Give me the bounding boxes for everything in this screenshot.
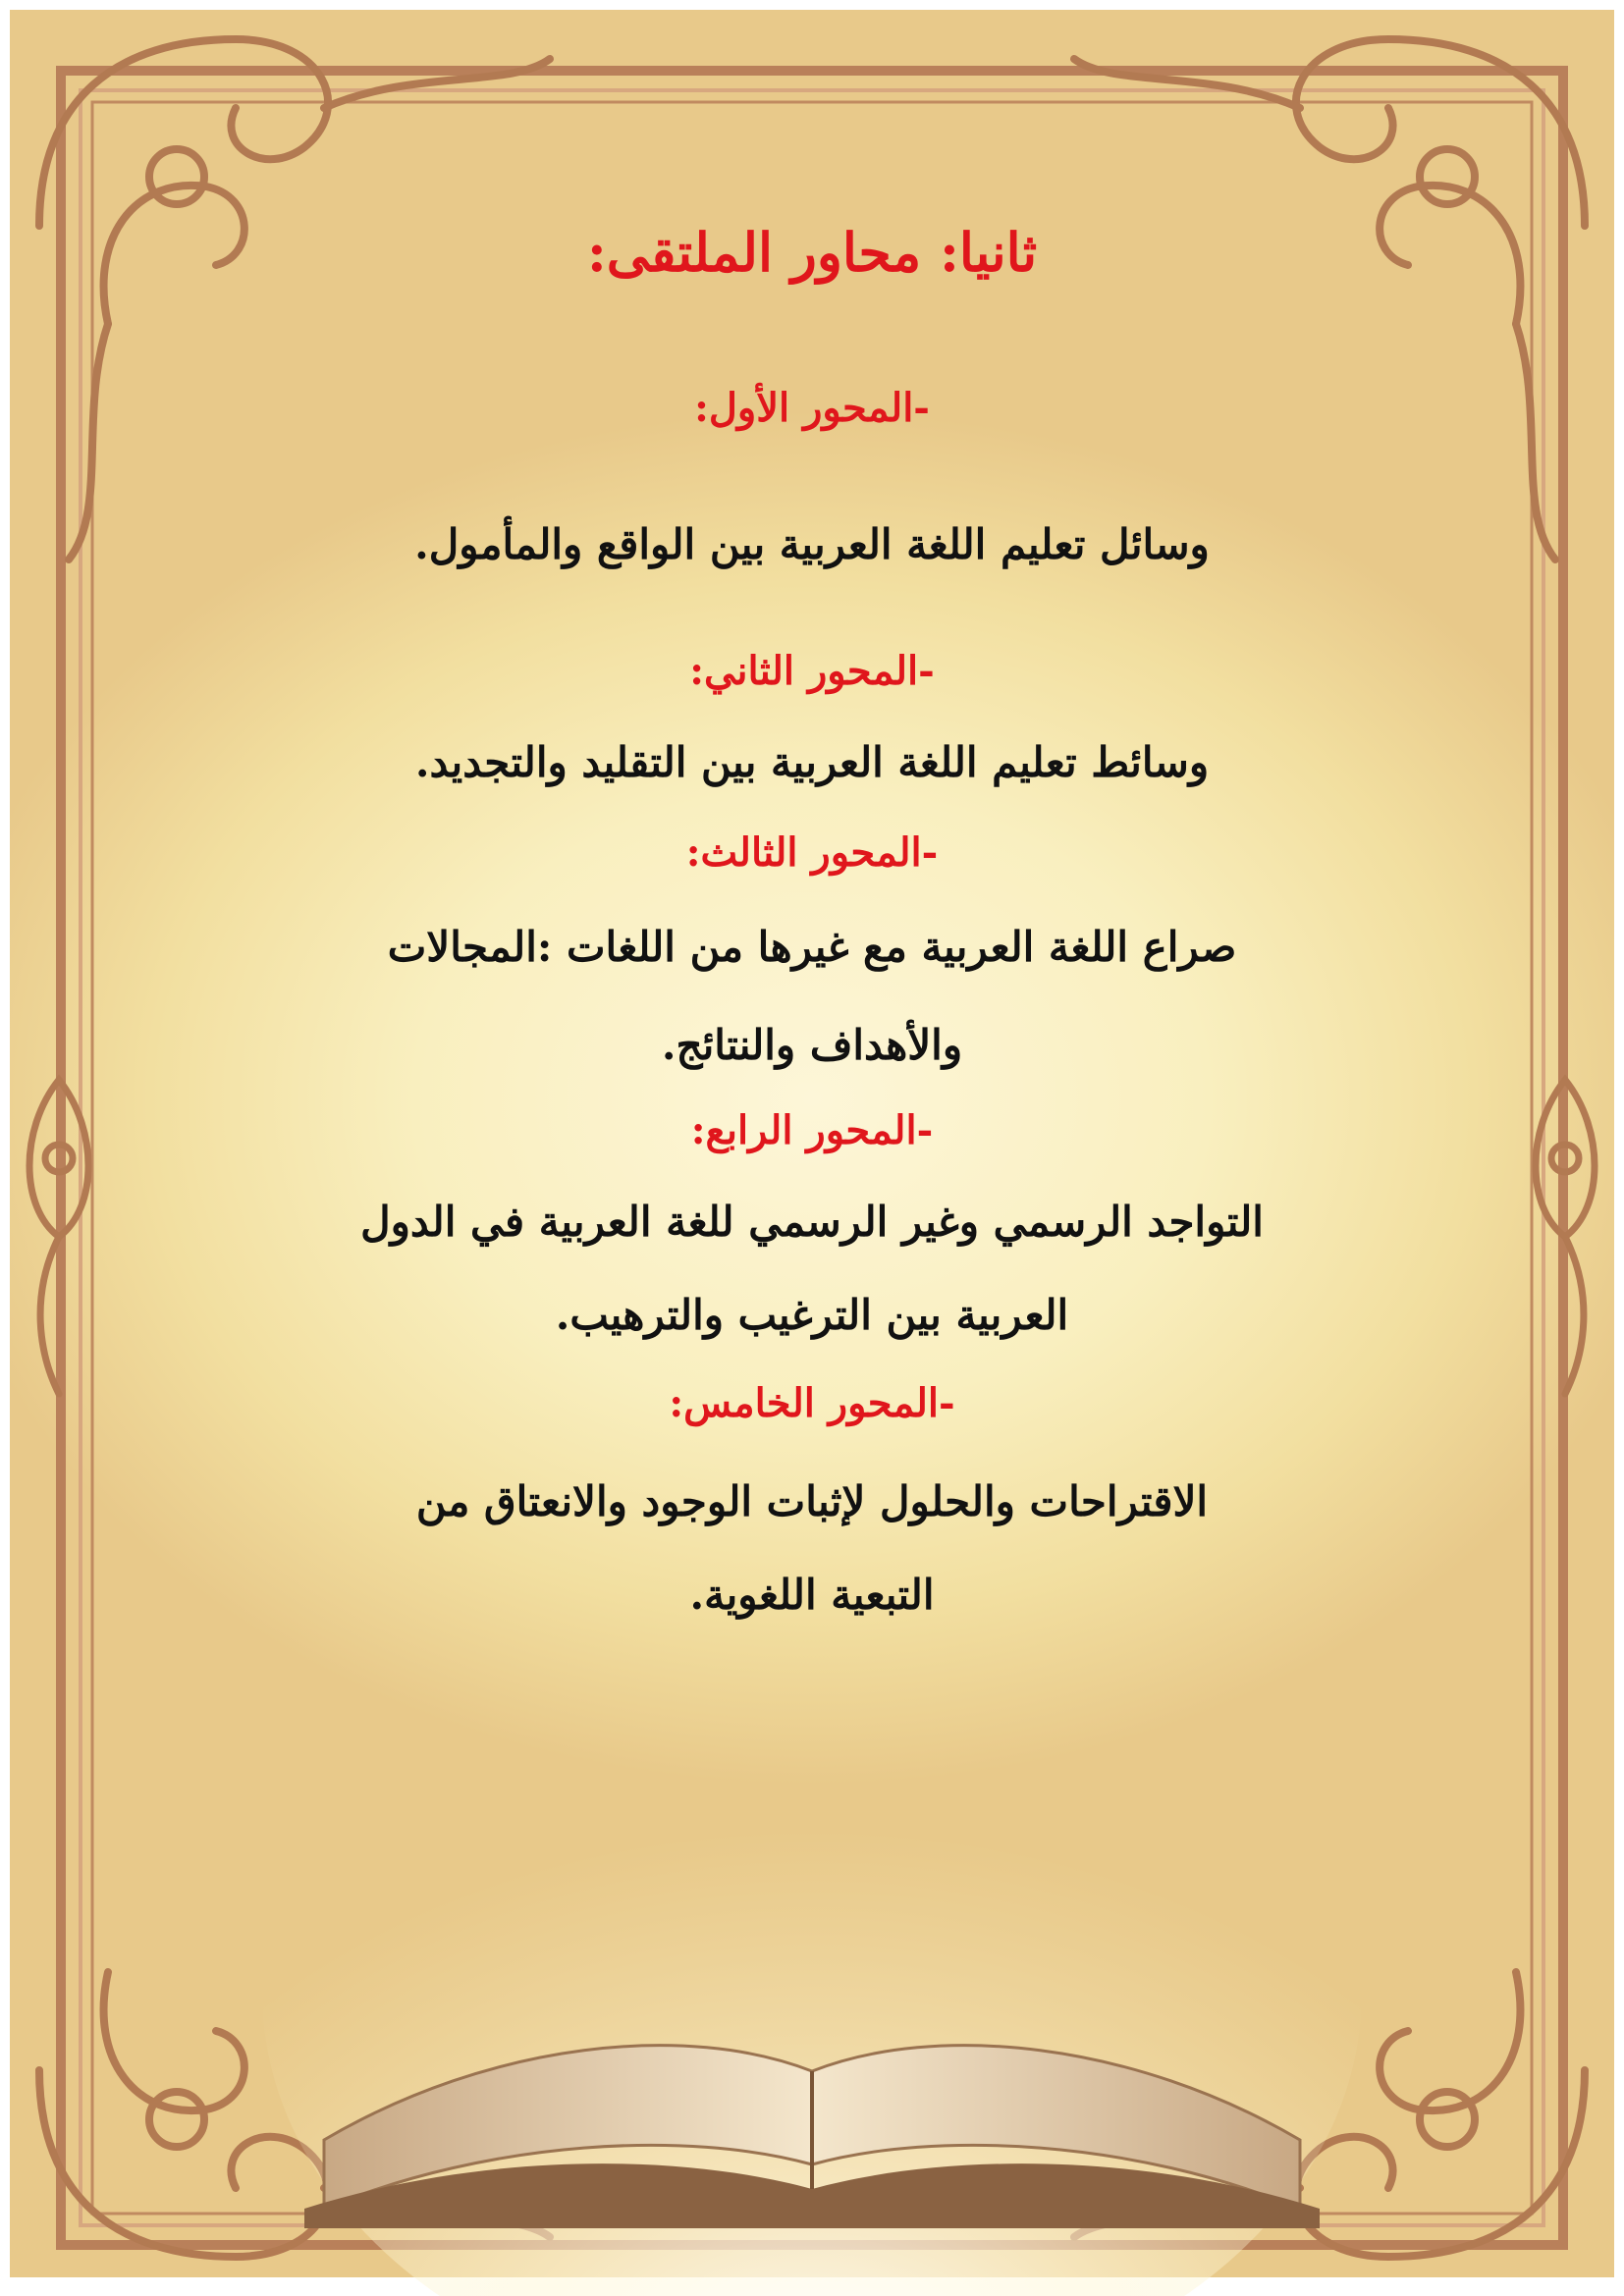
axis-1-label: -المحور الأول:: [694, 385, 930, 431]
axis-4-label: -المحور الرابع:: [690, 1107, 934, 1153]
axis-2-label: -المحور الثاني:: [689, 648, 935, 694]
axis-4-text-line-2: العربية بين الترغيب والترهيب.: [555, 1291, 1069, 1339]
axis-3-text-line-1: صراع اللغة العربية مع غيرها من اللغات :المجالات: [387, 923, 1237, 971]
axis-4-text-line-1: التواجد الرسمي وغير الرسمي للغة العربية في الدول: [360, 1198, 1264, 1246]
axis-5-label: -المحور الخامس:: [669, 1380, 955, 1426]
axis-3-text-line-2: والأهداف والنتائج.: [661, 1021, 963, 1069]
axis-1-text-line-1: وسائل تعليم اللغة العربية بين الواقع والمأمول.: [414, 520, 1210, 568]
document-content: [353, 0, 1271, 2296]
axis-5-text-line-1: الاقتراحات والحلول لإثبات الوجود والانعتاق من: [415, 1477, 1209, 1525]
axis-3-label: -المحور الثالث:: [685, 829, 939, 876]
axis-2-text-line-1: وسائط تعليم اللغة العربية بين التقليد والتجديد.: [414, 738, 1210, 786]
axis-5-text-line-2: التبعية اللغوية.: [689, 1571, 935, 1619]
page-title: ثانيا: محاور الملتقى:: [586, 221, 1038, 284]
